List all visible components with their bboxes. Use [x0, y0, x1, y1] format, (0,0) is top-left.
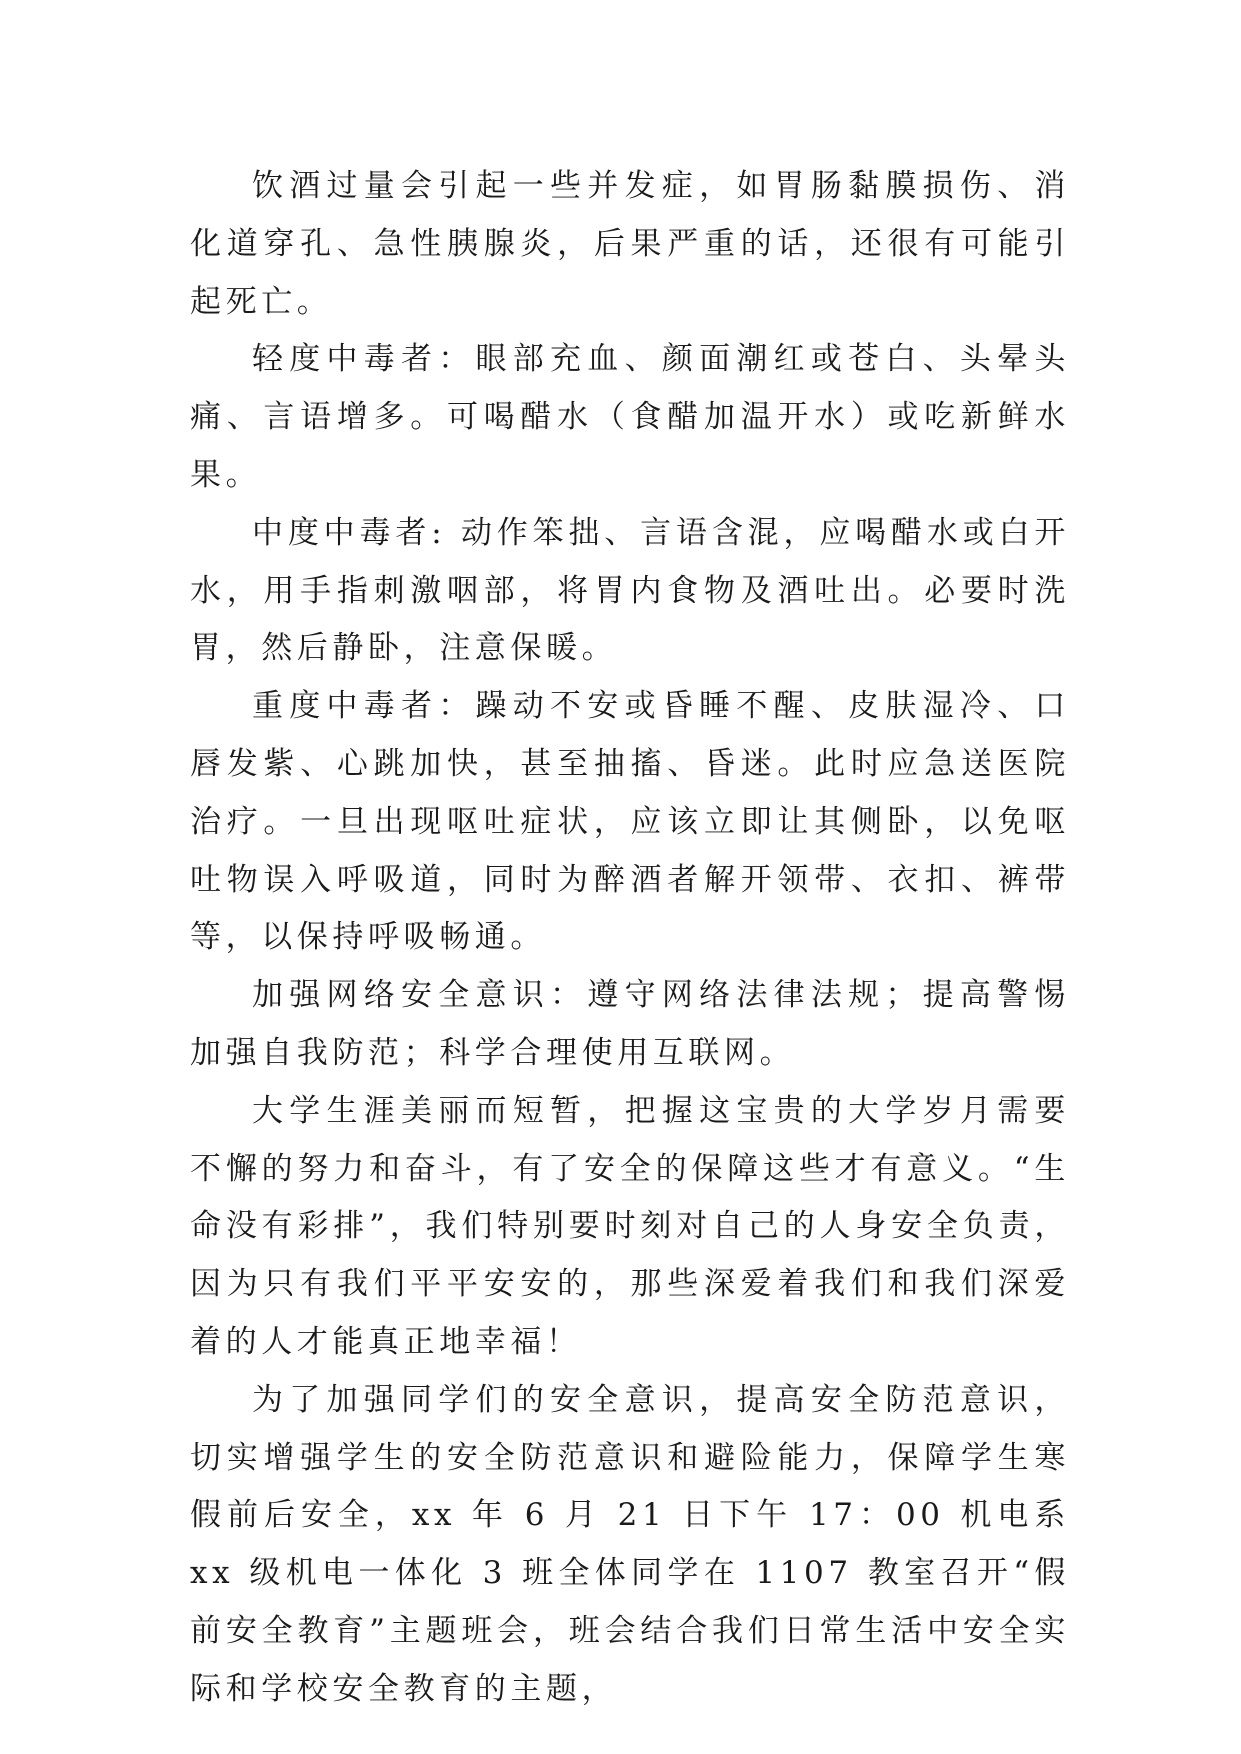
paragraph-alcohol-complications: 饮酒过量会引起一些并发症，如胃肠黏膜损伤、消化道穿孔、急性胰腺炎，后果严重的话，还很有可能引起死亡。 — [190, 168, 1070, 320]
document-body — [190, 158, 1070, 1719]
paragraph-college-life: 大学生涯美丽而短暂，把握这宝贵的大学岁月需要不懈的努力和奋斗，有了安全的保障这些才有意义。“生命没有彩排”，我们特别要时刻对自己的人身安全负责，因为只有我们平平安安的，那些深爱着我们和我们深爱着的人才能真正地幸福！ — [190, 1092, 1070, 1360]
paragraph-class-meeting: 为了加强同学们的安全意识，提高安全防范意识，切实增强学生的安全防范意识和避险能力，保障学生寒假前后安全，xx 年 6 月 21 日下午 17：00 机电系 xx 级机电一体化 3 班全体同学在 1107 教室召开“假前安全教育”主题班会，班会结合我们日常生活中安全实际和学校安全教育的主题， — [190, 1381, 1070, 1707]
paragraph-mild-intoxication: 轻度中毒者：眼部充血、颜面潮红或苍白、头晕头痛、言语增多。可喝醋水（食醋加温开水）或吃新鲜水果。 — [190, 341, 1070, 493]
paragraph-severe-intoxication: 重度中毒者：躁动不安或昏睡不醒、皮肤湿冷、口唇发紫、心跳加快，甚至抽搐、昏迷。此时应急送医院治疗。一旦出现呕吐症状，应该立即让其侧卧，以免呕吐物误入呼吸道，同时为醉酒者解开领带、衣扣、裤带等，以保持呼吸畅通。 — [190, 688, 1070, 956]
paragraph-network-safety: 加强网络安全意识：遵守网络法律法规；提高警惕加强自我防范；科学合理使用互联网。 — [190, 977, 1070, 1071]
paragraph-moderate-intoxication: 中度中毒者: 动作笨拙、言语含混，应喝醋水或白开水，用手指刺激咽部，将胃内食物及酒吐出。必要时洗胃，然后静卧，注意保暖。 — [190, 514, 1070, 667]
